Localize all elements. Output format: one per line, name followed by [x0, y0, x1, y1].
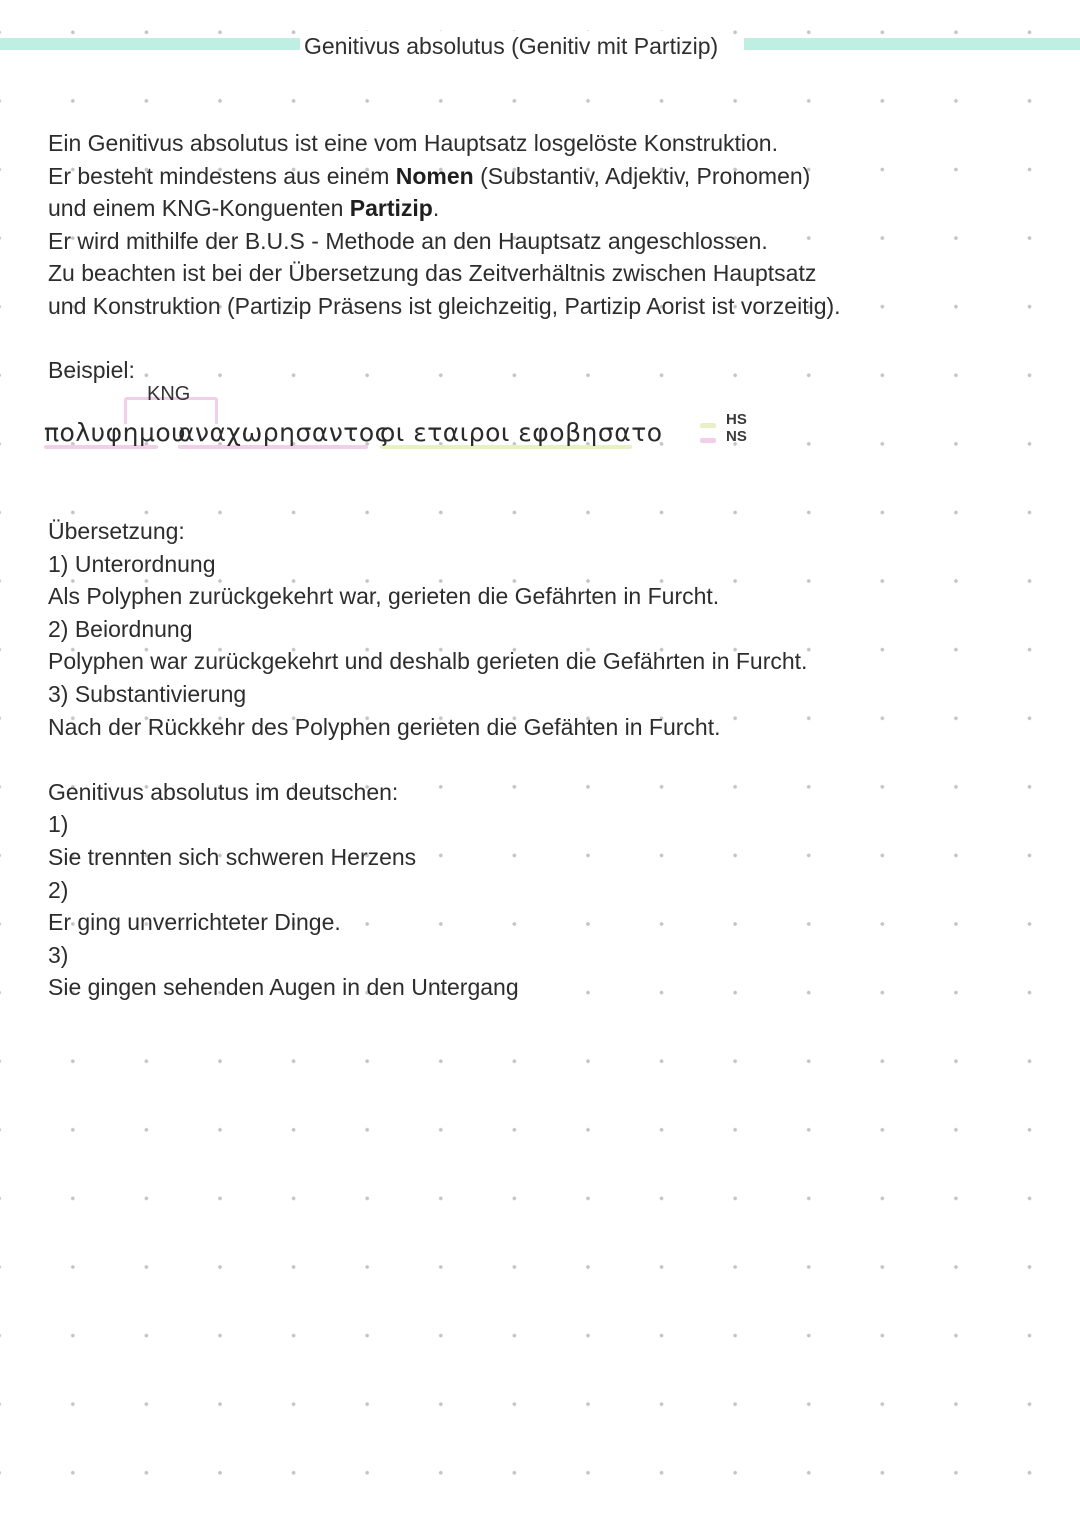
translation-method-1: 1) Unterordnung	[48, 550, 216, 577]
legend-ns-swatch	[700, 438, 716, 443]
intro-line-3	[48, 192, 841, 225]
title-bar-right	[744, 38, 1080, 50]
greek-word-anachoresantos: αναχωρησαντος	[178, 418, 390, 447]
intro-line-2-a: Er besteht mindestens aus einem	[48, 162, 396, 189]
translation-text-3: Nach der Rückkehr des Polyphen gerieten die Gefähten in Furcht.	[48, 713, 721, 740]
intro-line-1: Ein Genitivus absolutus ist eine vom Hauptsatz losgelöste Konstruktion.	[48, 130, 778, 156]
intro-line-2	[48, 160, 841, 193]
legend-hs-label: HS	[726, 411, 747, 428]
legend-hs-swatch	[700, 423, 716, 428]
german-number-2: 2)	[48, 876, 69, 903]
intro-line-4: Er wird mithilfe der B.U.S - Methode an den Hauptsatz angeschlossen.	[48, 227, 768, 254]
intro-line-3-a: und einem KNG-Konguenten	[48, 195, 350, 222]
intro-line-2-c: (Substantiv, Adjektiv, Pronomen)	[473, 162, 811, 189]
intro-line-6: und Konstruktion (Partizip Präsens ist gleichzeitig, Partizip Aorist ist vorzeitig).	[48, 292, 841, 319]
legend-ns-label: NS	[726, 428, 747, 445]
term-partizip: Partizip	[349, 195, 433, 222]
translation-text-1: Als Polyphen zurückgekehrt war, gerieten die Gefährten in Furcht.	[48, 583, 720, 610]
translation-method-3: 3) Substantivierung	[48, 680, 247, 707]
translation-method-2: 2) Beiordnung	[48, 615, 193, 642]
intro-line-5: Zu beachten ist bei der Übersetzung das Zeitverhältnis zwischen Hauptsatz	[48, 260, 817, 287]
german-heading: Genitivus absolutus im deutschen:	[48, 778, 399, 805]
page-title: Genitivus absolutus (Genitiv mit Partizip)	[304, 33, 719, 59]
translation-heading: Übersetzung:	[48, 518, 185, 544]
section-gap	[48, 743, 807, 776]
intro-paragraph	[48, 127, 841, 323]
greek-word-polyphemou: πολυφημου	[44, 418, 187, 447]
kng-label: KNG	[147, 383, 191, 405]
german-number-3: 3)	[48, 941, 69, 968]
german-example-3: Sie gingen sehenden Augen in den Untergang	[48, 974, 519, 1001]
greek-main-clause: οι εταιροι εφοβησατο	[380, 418, 663, 447]
german-example-1: Sie trennten sich schweren Herzens	[48, 843, 417, 870]
german-number-1: 1)	[48, 811, 69, 838]
intro-line-3-c: .	[432, 195, 440, 222]
german-example-2: Er ging unverrichteter Dinge.	[48, 909, 341, 936]
term-nomen: Nomen	[395, 162, 474, 189]
example-label: Beispiel:	[48, 357, 135, 383]
translation-text-2: Polyphen war zurückgekehrt und deshalb gerieten die Gefährten in Furcht.	[48, 648, 808, 675]
title-bar-left	[0, 38, 300, 50]
translation-section	[48, 515, 807, 1004]
